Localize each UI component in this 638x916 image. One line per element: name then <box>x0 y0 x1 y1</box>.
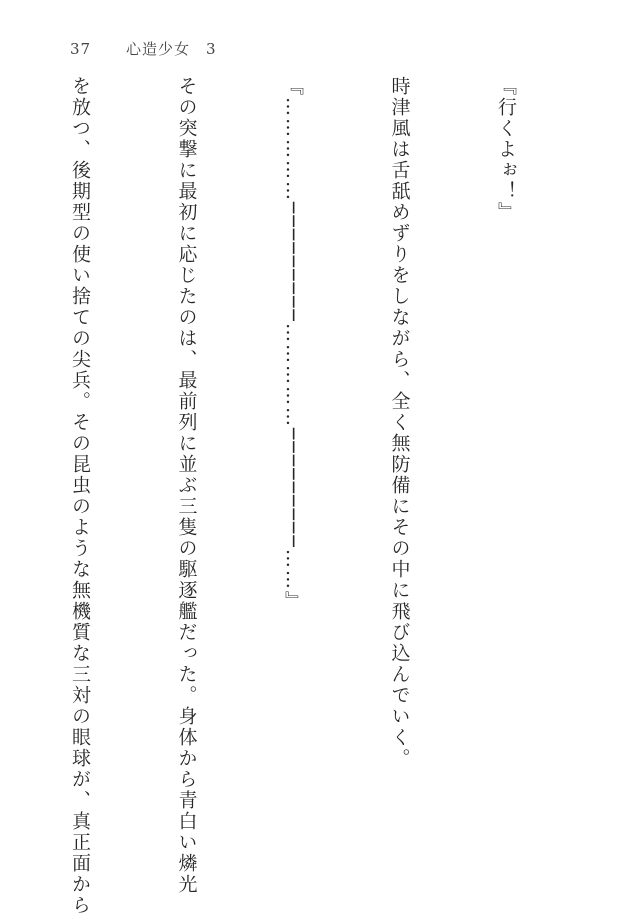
book-title: 心造少女 3 <box>126 40 217 58</box>
text-line: 『……………─────────……………─────────……』 <box>282 76 304 612</box>
page-header <box>70 38 217 59</box>
page-number: 37 <box>70 40 92 58</box>
vertical-body-text <box>69 76 594 916</box>
text-line: 時津風は舌舐めずりをしながら、全く無防備にその中に飛び込んでいく。 <box>388 76 411 769</box>
text-line: その突撃に最初に応じたのは、最前列に並ぶ三隻の駆逐艦だった。身体から青白い燐光 <box>175 76 198 895</box>
text-line: 『行くよぉ！』 <box>495 76 517 223</box>
text-line: を放つ、後期型の使い捨ての尖兵。その昆虫のような無機質な三対の眼球が、真正面から <box>69 76 91 916</box>
